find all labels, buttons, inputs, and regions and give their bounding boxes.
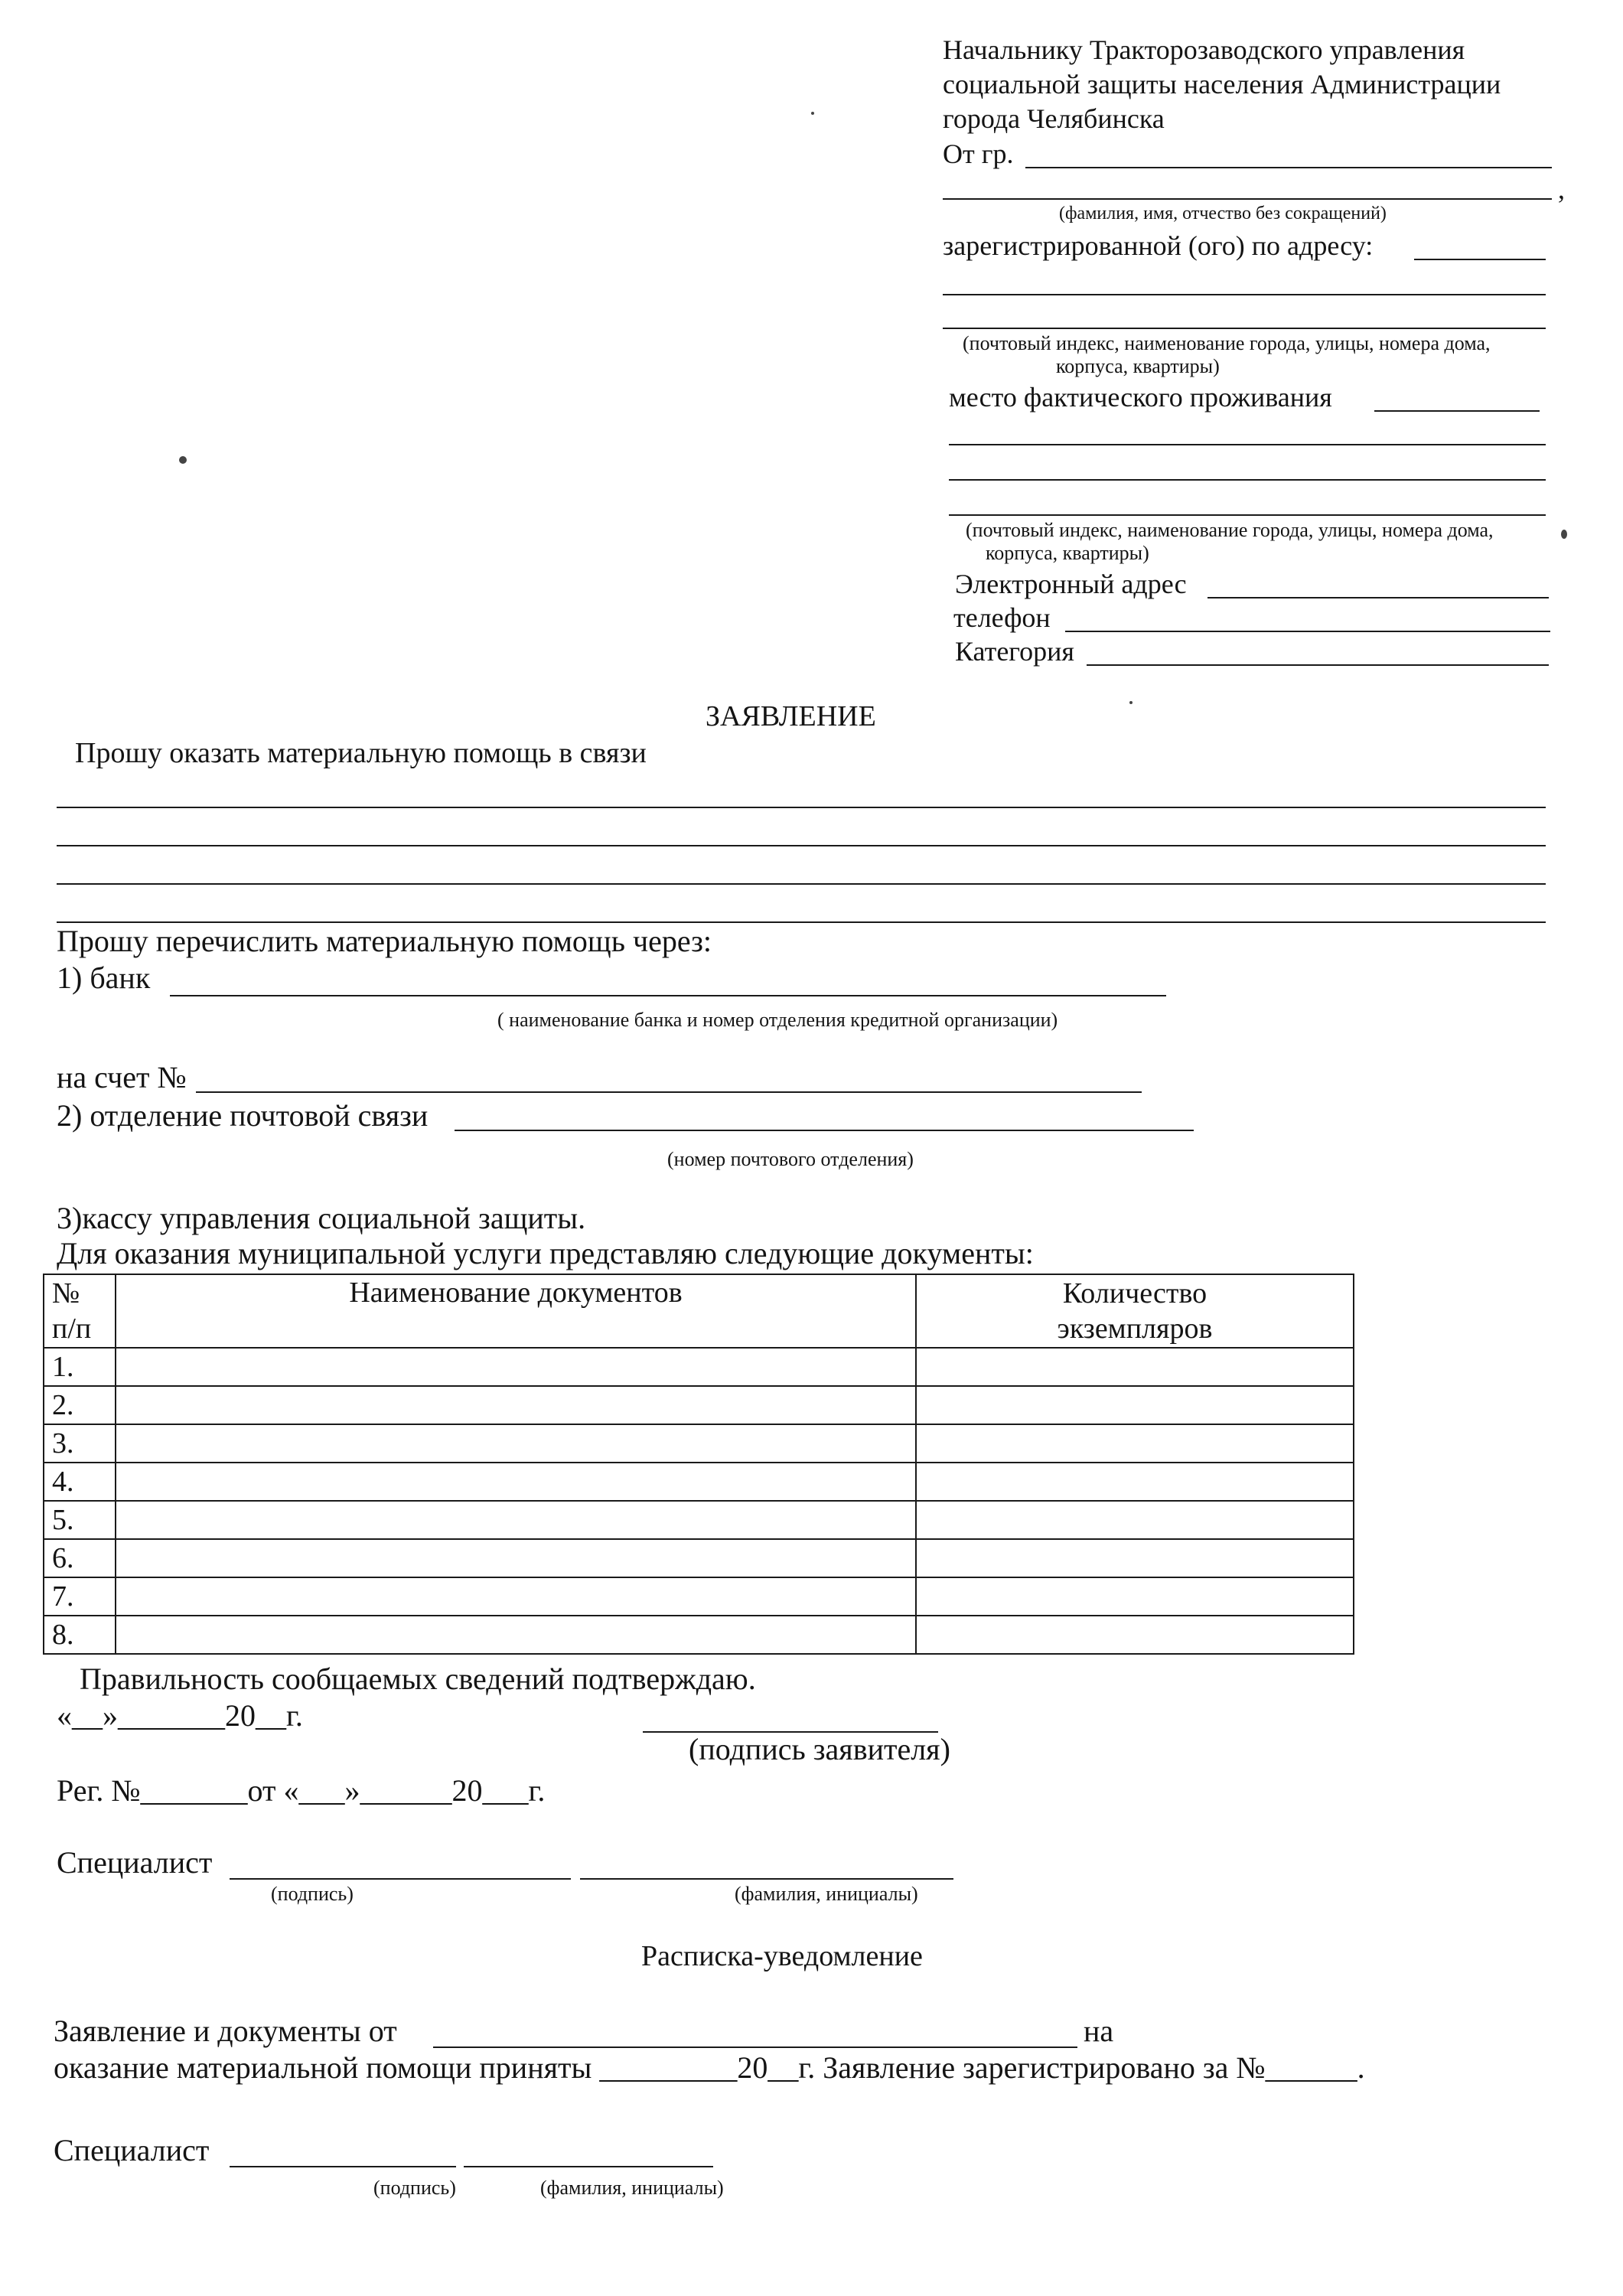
- receipt-specialist-label: Специалист: [54, 2133, 210, 2167]
- table-row: [44, 1539, 1354, 1577]
- document-name-cell[interactable]: [116, 1463, 916, 1501]
- document-name-cell[interactable]: [116, 1539, 916, 1577]
- confirmation-text: Правильность сообщаемых сведений подтверждаю.: [80, 1662, 756, 1696]
- col-name-label: Наименование документов: [349, 1277, 683, 1309]
- receipt-name-hint: (фамилия, инициалы): [540, 2177, 724, 2199]
- account-label: на счет №: [57, 1060, 187, 1094]
- receipt-specialist-name-field[interactable]: [464, 2166, 713, 2167]
- actual-residence-line-4[interactable]: [949, 514, 1546, 516]
- col-qty-header: [916, 1274, 1354, 1348]
- registered-address-line-3[interactable]: [943, 328, 1546, 329]
- from-name-field[interactable]: [1025, 167, 1552, 168]
- specialist-label: Специалист: [57, 1845, 213, 1880]
- row-number: 3.: [44, 1424, 116, 1463]
- receipt-line-1-suffix: на: [1084, 2014, 1114, 2048]
- document-qty-cell[interactable]: [916, 1501, 1354, 1539]
- addressee-line-1: Начальнику Тракторозаводского управления: [943, 34, 1465, 65]
- document-name-cell[interactable]: [116, 1348, 916, 1386]
- registration-text[interactable]: Рег. №_______от «___»______20___г.: [57, 1773, 546, 1808]
- receipt-title: Расписка-уведомление: [641, 1940, 923, 1972]
- row-number: 7.: [44, 1577, 116, 1616]
- col-num-line-2: п/п: [52, 1313, 92, 1345]
- bank-hint: ( наименование банка и номер отделения кредитной организации): [497, 1009, 1058, 1031]
- applicant-signature-hint: (подпись заявителя): [689, 1732, 950, 1766]
- table-row: [44, 1386, 1354, 1424]
- table-row: [44, 1501, 1354, 1539]
- name-comma: ,: [1558, 174, 1565, 204]
- bank-label: 1) банк: [57, 960, 151, 995]
- col-qty-line-2: экземпляров: [1057, 1313, 1213, 1345]
- name-hint: (фамилия, имя, отчество без сокращений): [1059, 204, 1387, 223]
- bank-field[interactable]: [170, 995, 1166, 996]
- row-number: 1.: [44, 1348, 116, 1386]
- scan-speck: [1129, 701, 1133, 704]
- registered-label: зарегистрированной (ого) по адресу:: [943, 230, 1374, 261]
- specialist-name-hint: (фамилия, инициалы): [735, 1883, 918, 1905]
- document-qty-cell[interactable]: [916, 1539, 1354, 1577]
- category-label: Категория: [955, 636, 1074, 667]
- reason-line-1[interactable]: [57, 807, 1546, 808]
- actual-residence-line-2[interactable]: [949, 444, 1546, 445]
- document-qty-cell[interactable]: [916, 1577, 1354, 1616]
- account-field[interactable]: [196, 1091, 1142, 1093]
- document-name-cell[interactable]: [116, 1424, 916, 1463]
- documents-table-header: [44, 1274, 1354, 1348]
- addressee-line-3: города Челябинска: [943, 103, 1165, 134]
- table-row: [44, 1463, 1354, 1501]
- receipt-applicant-field[interactable]: [433, 2047, 1077, 2048]
- registered-address-field[interactable]: [1414, 259, 1546, 260]
- table-row: [44, 1616, 1354, 1654]
- col-name-header: [116, 1274, 916, 1348]
- actual-residence-field[interactable]: [1374, 410, 1540, 412]
- reason-line-3[interactable]: [57, 883, 1546, 885]
- address-hint-line-2: корпуса, квартиры): [1056, 355, 1220, 377]
- document-name-cell[interactable]: [116, 1386, 916, 1424]
- document-qty-cell[interactable]: [916, 1616, 1354, 1654]
- registered-address-line-2[interactable]: [943, 294, 1546, 295]
- row-number: 8.: [44, 1616, 116, 1654]
- request-text: Прошу оказать материальную помощь в связи: [75, 737, 647, 769]
- category-field[interactable]: [1087, 664, 1549, 666]
- documents-intro: Для оказания муниципальной услуги представляю следующие документы:: [57, 1236, 1034, 1270]
- table-row: [44, 1424, 1354, 1463]
- application-title: ЗАЯВЛЕНИЕ: [706, 700, 876, 732]
- col-num-line-1: №: [52, 1277, 80, 1309]
- col-qty-line-1: Количество: [1062, 1277, 1207, 1309]
- scan-speck: [179, 456, 187, 464]
- receipt-line-2: оказание материальной помощи приняты _________20__г. Заявление зарегистрировано за №______.: [54, 2050, 1365, 2085]
- post-office-field[interactable]: [455, 1130, 1194, 1131]
- table-row: [44, 1348, 1354, 1386]
- receipt-specialist-signature-field[interactable]: [230, 2166, 456, 2167]
- table-row: [44, 1577, 1354, 1616]
- cash-desk-label: 3)кассу управления социальной защиты.: [57, 1201, 586, 1235]
- document-qty-cell[interactable]: [916, 1348, 1354, 1386]
- residence-hint-line-1: (почтовый индекс, наименование города, улицы, номера дома,: [966, 519, 1494, 541]
- document-name-cell[interactable]: [116, 1577, 916, 1616]
- col-num-header: [44, 1274, 116, 1348]
- specialist-sign-hint: (подпись): [271, 1883, 354, 1905]
- confirmation-date[interactable]: «__»_______20__г.: [57, 1698, 303, 1733]
- row-number: 4.: [44, 1463, 116, 1501]
- full-name-field[interactable]: [943, 198, 1552, 200]
- transfer-intro: Прошу перечислить материальную помощь через:: [57, 924, 712, 958]
- post-office-label: 2) отделение почтовой связи: [57, 1098, 429, 1133]
- phone-field[interactable]: [1065, 631, 1550, 632]
- email-label: Электронный адрес: [955, 569, 1187, 599]
- documents-table: [43, 1274, 1354, 1655]
- specialist-name-field[interactable]: [580, 1878, 953, 1880]
- actual-residence-line-3[interactable]: [949, 479, 1546, 481]
- post-office-hint: (номер почтового отделения): [667, 1148, 914, 1170]
- row-number: 6.: [44, 1539, 116, 1577]
- row-number: 5.: [44, 1501, 116, 1539]
- addressee-line-2: социальной защиты населения Администрации: [943, 69, 1501, 99]
- document-name-cell[interactable]: [116, 1616, 916, 1654]
- document-qty-cell[interactable]: [916, 1463, 1354, 1501]
- receipt-line-1-prefix: Заявление и документы от: [54, 2014, 397, 2048]
- actual-residence-label: место фактического проживания: [949, 382, 1332, 413]
- receipt-sign-hint: (подпись): [373, 2177, 456, 2199]
- email-field[interactable]: [1207, 597, 1549, 598]
- document-qty-cell[interactable]: [916, 1386, 1354, 1424]
- from-label: От гр.: [943, 139, 1014, 169]
- residence-hint-line-2: корпуса, квартиры): [986, 542, 1149, 564]
- scan-speck: [811, 112, 814, 115]
- phone-label: телефон: [953, 602, 1051, 633]
- address-hint-line-1: (почтовый индекс, наименование города, улицы, номера дома,: [963, 332, 1491, 354]
- scan-speck: [1561, 530, 1567, 539]
- document-name-cell[interactable]: [116, 1501, 916, 1539]
- row-number: 2.: [44, 1386, 116, 1424]
- specialist-signature-field[interactable]: [230, 1878, 571, 1880]
- reason-line-2[interactable]: [57, 845, 1546, 846]
- document-qty-cell[interactable]: [916, 1424, 1354, 1463]
